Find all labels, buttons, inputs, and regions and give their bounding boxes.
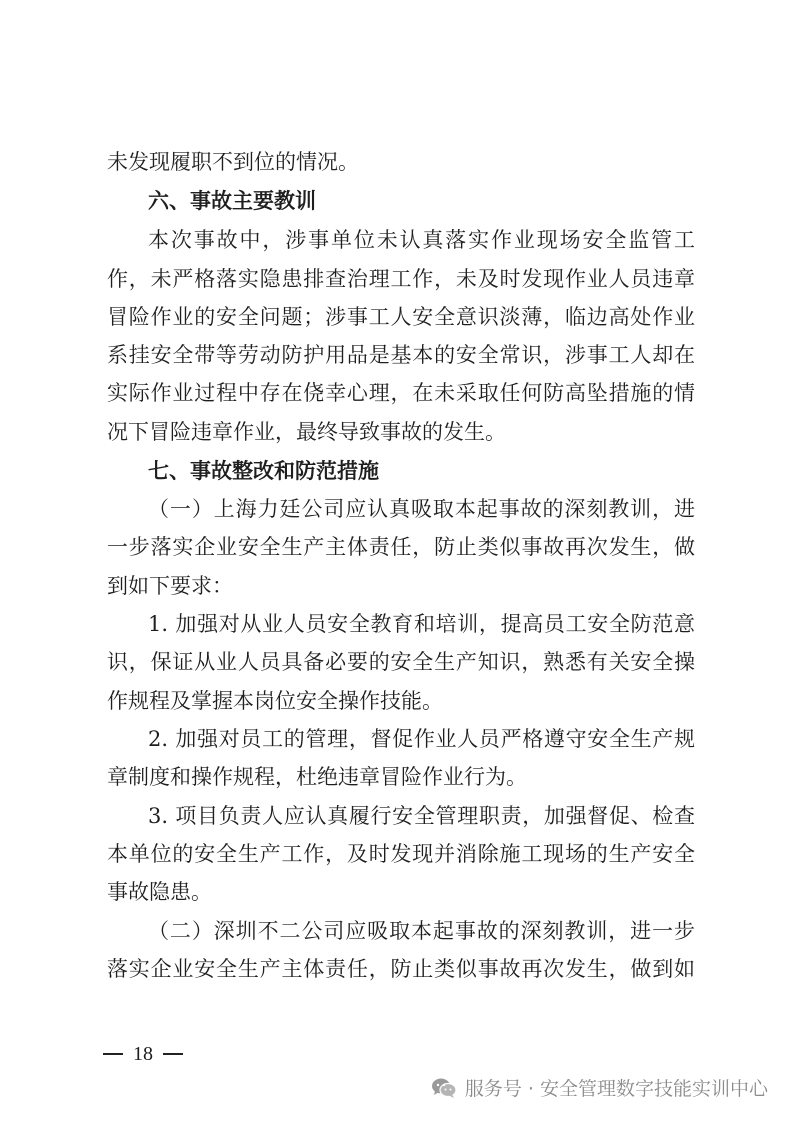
section-heading: 六、事故主要教训 (148, 188, 316, 213)
wechat-icon (431, 1077, 457, 1099)
text-line: 1. 加强对从业人员安全教育和培训，提高员工安全防范意 (148, 612, 695, 636)
text-line: 事故隐患。 (107, 880, 212, 904)
text-line: 冒险作业的安全问题；涉事工人安全意识淡薄，临边高处作业 (107, 305, 695, 329)
watermark-text: 服务号 · 安全管理数字技能实训中心 (464, 1078, 768, 1100)
text-line: 未发现履职不到位的情况。 (107, 150, 359, 174)
page-number-dash-right (163, 1053, 183, 1055)
text-line: 2. 加强对员工的管理，督促作业人员严格遵守安全生产规 (148, 727, 695, 751)
watermark (431, 1074, 768, 1101)
text-line: 况下冒险违章作业，最终导致事故的发生。 (107, 420, 506, 444)
page-number-value: 18 (133, 1043, 153, 1065)
text-line: （二）深圳不二公司应吸取本起事故的深刻教训，进一步 (148, 919, 695, 943)
page-number (103, 1040, 183, 1068)
section-heading: 七、事故整改和防范措施 (148, 458, 379, 483)
text-line: 到如下要求： (107, 574, 233, 598)
text-line: （一）上海力廷公司应认真吸取本起事故的深刻教训，进 (148, 497, 695, 521)
page-number-dash-left (103, 1053, 123, 1055)
text-line: 本单位的安全生产工作，及时发现并消除施工现场的生产安全 (107, 842, 695, 866)
text-line: 章制度和操作规程，杜绝违章冒险作业行为。 (107, 765, 527, 789)
text-line: 本次事故中，涉事单位未认真落实作业现场安全监管工 (148, 228, 695, 252)
text-line: 作规程及掌握本岗位安全操作技能。 (107, 689, 443, 713)
text-line: 识，保证从业人员具备必要的安全生产知识，熟悉有关安全操 (107, 650, 695, 674)
text-line: 3. 项目负责人应认真履行安全管理职责，加强督促、检查 (148, 804, 695, 828)
text-line: 实际作业过程中存在侥幸心理，在未采取任何防高坠措施的情 (107, 381, 695, 405)
text-line: 一步落实企业安全生产主体责任，防止类似事故再次发生，做 (107, 535, 695, 559)
text-line: 落实企业安全生产主体责任，防止类似事故再次发生，做到如 (107, 957, 695, 981)
text-line: 系挂安全带等劳动防护用品是基本的安全常识，涉事工人却在 (107, 343, 695, 367)
text-line: 作，未严格落实隐患排查治理工作，未及时发现作业人员违章 (107, 267, 695, 291)
